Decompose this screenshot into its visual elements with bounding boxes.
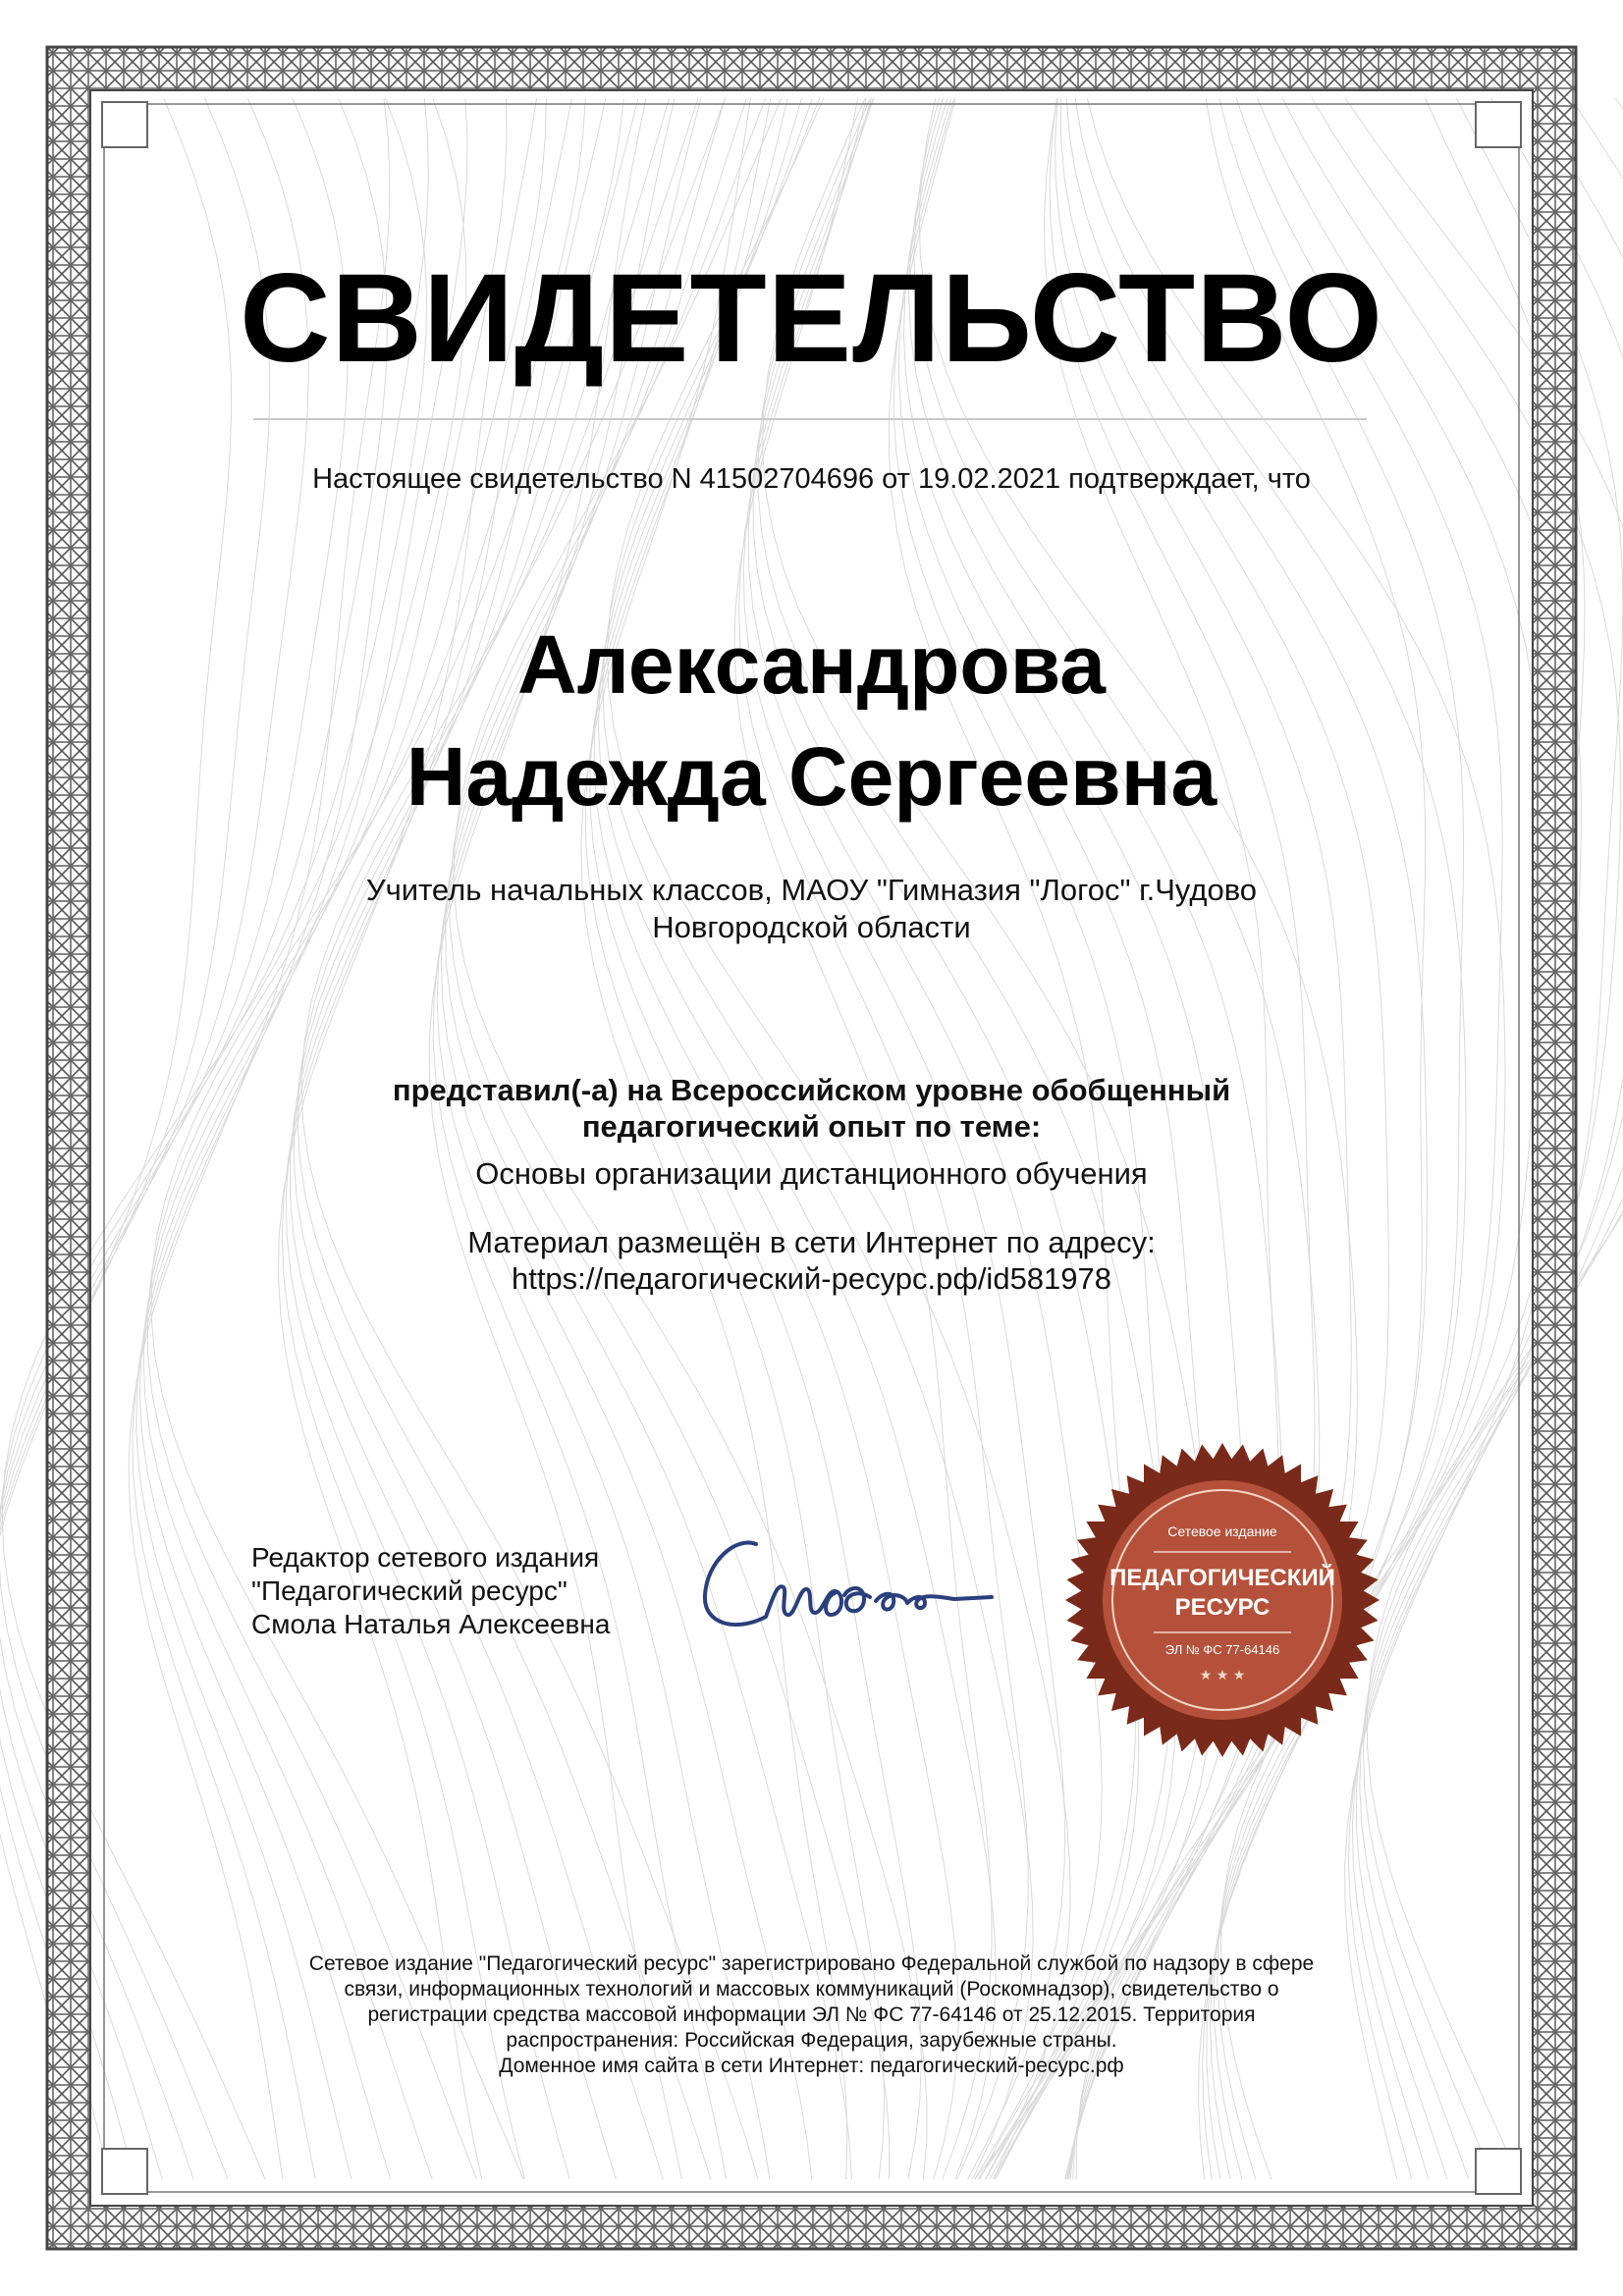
presented-line-2: педагогический опыт по теме: xyxy=(581,1109,1042,1144)
editor-name: Смола Наталья Алексеевна xyxy=(251,1609,611,1639)
footer-legal-text xyxy=(0,1951,1623,2079)
publication-seal xyxy=(1060,1438,1384,1762)
footer-line-3: регистрации средства массовой информации ЭЛ № ФС 77-64146 от 25.12.2015. Территория xyxy=(367,2003,1256,2026)
editor-role: Редактор сетевого издания xyxy=(251,1542,600,1573)
presented-line-1: представил(-а) на Всероссийском уровне обобщенный xyxy=(392,1073,1231,1107)
position-line-1: Учитель начальных классов, МАОУ "Гимназия "Логос" г.Чудово xyxy=(365,873,1258,907)
certificate-title: СВИДЕТЕЛЬСТВО xyxy=(240,248,1383,389)
recipient-name xyxy=(0,609,1623,832)
material-line-1: Материал размещён в сети Интернет по адресу: xyxy=(467,1225,1156,1259)
position-line-2: Новгородской области xyxy=(652,910,971,944)
material-location xyxy=(0,1224,1623,1297)
presented-statement xyxy=(0,1072,1623,1145)
recipient-position xyxy=(0,872,1623,946)
recipient-surname: Александрова xyxy=(517,618,1106,711)
footer-line-1: Сетевое издание "Педагогический ресурс" зарегистрировано Федеральной службой по надзору в сфере xyxy=(308,1952,1315,1975)
footer-line-2: связи, информационных технологий и массовых коммуникаций (Роскомнадзор), свидетельство о xyxy=(344,1978,1279,2001)
seal-reg-text: ЭЛ № ФС 77-64146 xyxy=(1164,1642,1280,1657)
footer-line-5: Доменное имя сайта в сети Интернет: педагогический-ресурс.рф xyxy=(499,2055,1124,2077)
material-url: https://педагогический-ресурс.рф/id581978 xyxy=(511,1261,1112,1296)
recipient-given-names: Надежда Сергеевна xyxy=(406,730,1217,823)
title-divider xyxy=(253,418,1367,420)
footer-line-4: распространения: Российская Федерация, зарубежные страны. xyxy=(506,2029,1117,2052)
seal-stars: ★ ★ ★ xyxy=(1199,1668,1246,1683)
editor-signature-icon xyxy=(697,1526,1011,1644)
seal-main-line-2: РЕСУРС xyxy=(1174,1594,1271,1621)
seal-main-line-1: ПЕДАГОГИЧЕСКИЙ xyxy=(1109,1565,1335,1591)
seal-top-text: Сетевое издание xyxy=(1167,1523,1277,1539)
editor-publication: "Педагогический ресурс" xyxy=(251,1575,568,1606)
certificate-number-line: Настоящее свидетельство N 41502704696 от 19.02.2021 подтверждает, что xyxy=(312,463,1311,495)
topic-title: Основы организации дистанционного обучения xyxy=(475,1156,1148,1191)
editor-block xyxy=(251,1541,610,1641)
